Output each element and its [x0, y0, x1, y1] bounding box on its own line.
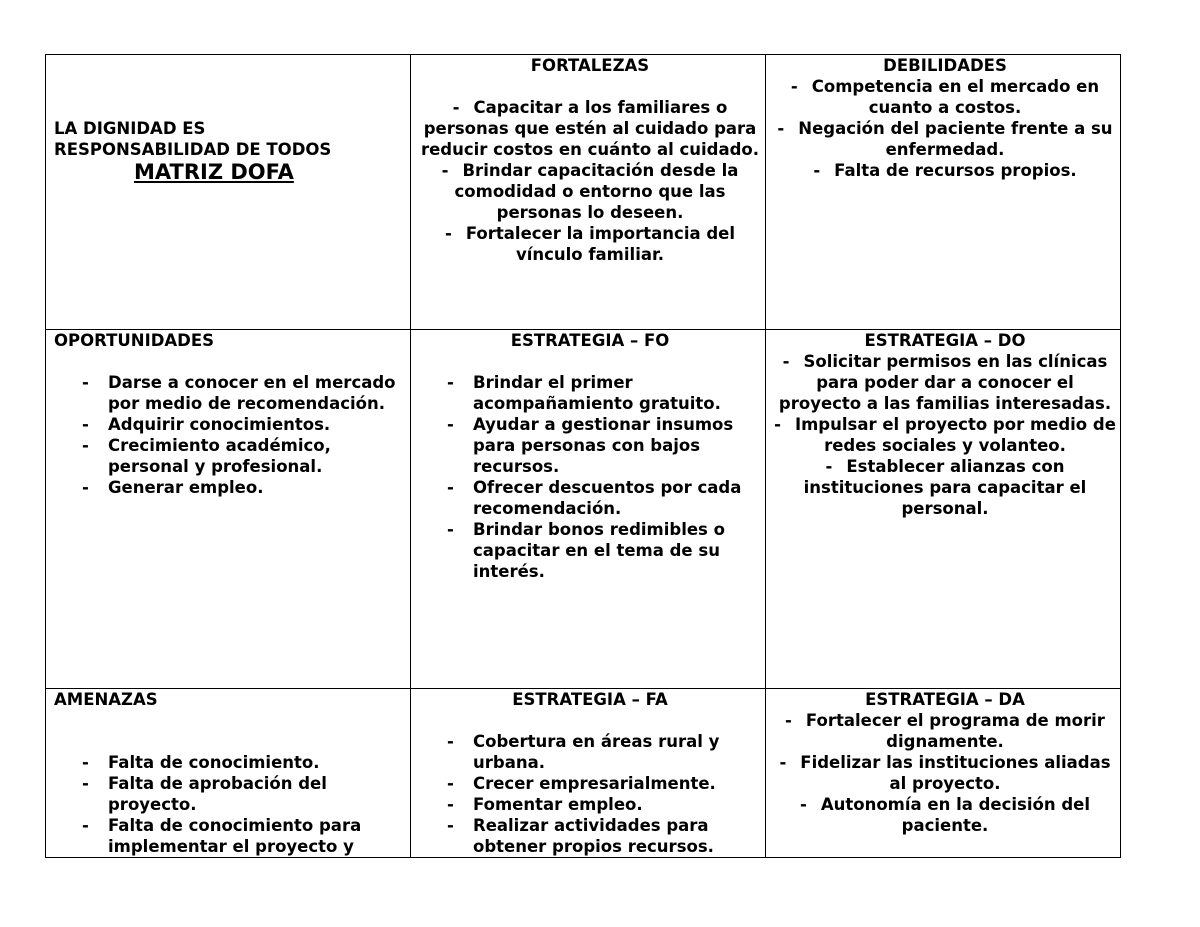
amenazas-list	[54, 752, 406, 857]
corner-line-2: RESPONSABILIDAD DE TODOS	[54, 140, 332, 159]
oportunidades-cell	[46, 330, 411, 689]
list-item-text: Ayudar a gestionar insumos para personas con bajos recursos.	[473, 415, 734, 476]
list-item-text: Brindar el primer acompañamiento gratuito.	[473, 373, 721, 413]
list-item	[447, 815, 761, 857]
list-item-text: Fortalecer la importancia del vínculo familiar.	[465, 224, 736, 264]
debilidades-heading: DEBILIDADES	[883, 56, 1007, 75]
list-item-text: Darse a conocer en el mercado por medio de recomendación.	[108, 373, 396, 413]
list-item-text: Impulsar el proyecto por medio de redes sociales y volanteo.	[794, 415, 1116, 455]
bullet-dash: -	[447, 520, 454, 539]
list-item-text: Establecer alianzas con instituciones para capacitar el personal.	[803, 457, 1087, 518]
estrategia-fo-list	[419, 372, 761, 582]
estrategia-do-heading: ESTRATEGIA – DO	[864, 331, 1026, 350]
list-item-text: Brindar capacitación desde la comodidad o entorno que las personas lo deseen.	[454, 161, 739, 222]
list-item	[774, 118, 1116, 160]
list-item-text: Fortalecer el programa de morir dignamente.	[805, 711, 1105, 751]
estrategia-fo-cell	[411, 330, 766, 689]
bullet-dash: -	[782, 352, 790, 371]
estrategia-fa-cell	[411, 689, 766, 858]
bullet-dash: -	[790, 77, 798, 96]
list-item	[447, 372, 761, 414]
fortalezas-cell	[411, 55, 766, 330]
dofa-matrix-table	[45, 54, 1121, 858]
estrategia-da-list	[774, 710, 1116, 836]
list-item	[82, 477, 406, 498]
bullet-dash: -	[813, 161, 821, 180]
estrategia-do-cell	[766, 330, 1121, 689]
list-item	[447, 773, 761, 794]
list-item-text: Competencia en el mercado en cuanto a costos.	[811, 77, 1100, 117]
list-item	[82, 815, 406, 857]
list-item	[774, 76, 1116, 118]
fortalezas-heading: FORTALEZAS	[530, 56, 650, 75]
bullet-dash: -	[82, 478, 89, 497]
oportunidades-list	[54, 372, 406, 498]
bullet-dash: -	[82, 415, 89, 434]
list-item-text: Autonomía en la decisión del paciente.	[820, 795, 1091, 835]
list-item	[419, 97, 761, 160]
bullet-dash: -	[799, 795, 807, 814]
list-item-text: Adquirir conocimientos.	[108, 415, 331, 434]
list-item-text: Falta de aprobación del proyecto.	[108, 774, 327, 814]
list-item-text: Falta de recursos propios.	[834, 161, 1077, 180]
debilidades-cell	[766, 55, 1121, 330]
list-item-text: Negación del paciente frente a su enfermedad.	[798, 119, 1113, 159]
corner-cell	[46, 55, 411, 330]
bullet-dash: -	[452, 98, 460, 117]
list-item	[419, 223, 761, 265]
estrategia-fa-heading: ESTRATEGIA – FA	[512, 690, 668, 709]
fortalezas-list	[419, 97, 761, 265]
bullet-dash: -	[785, 711, 792, 730]
list-item	[447, 794, 761, 815]
list-item	[774, 456, 1116, 519]
bullet-dash: -	[447, 774, 454, 793]
bullet-dash: -	[774, 415, 781, 434]
list-item-text: Solicitar permisos en las clínicas para poder dar a conocer el proyecto a las familias interesadas.	[778, 352, 1112, 413]
list-item	[447, 414, 761, 477]
bullet-dash: -	[825, 457, 833, 476]
list-item-text: Falta de conocimiento.	[108, 753, 320, 772]
bullet-dash: -	[447, 795, 454, 814]
list-item-text: Ofrecer descuentos por cada recomendación.	[473, 478, 742, 518]
matrix-title: MATRIZ DOFA	[134, 160, 294, 184]
table-row	[46, 55, 1121, 330]
amenazas-cell	[46, 689, 411, 858]
list-item-text: Capacitar a los familiares o personas que estén al cuidado para reducir costos en cuánto al cuidado.	[420, 98, 760, 159]
list-item	[82, 372, 406, 414]
table-row	[46, 689, 1121, 858]
corner-line-1: LA DIGNIDAD ES	[54, 119, 206, 138]
list-item-text: Fomentar empleo.	[473, 795, 643, 814]
list-item-text: Realizar actividades para obtener propios recursos.	[473, 816, 714, 856]
list-item-text: Generar empleo.	[108, 478, 264, 497]
bullet-dash: -	[441, 161, 449, 180]
estrategia-da-heading: ESTRATEGIA – DA	[865, 690, 1025, 709]
debilidades-list	[774, 76, 1116, 181]
list-item	[82, 752, 406, 773]
bullet-dash: -	[447, 478, 454, 497]
list-item	[447, 731, 761, 773]
bullet-dash: -	[82, 753, 89, 772]
bullet-dash: -	[82, 436, 89, 455]
bullet-dash: -	[777, 119, 785, 138]
list-item	[419, 160, 761, 223]
list-item-text: Falta de conocimiento para implementar el proyecto y	[108, 816, 362, 856]
bullet-dash: -	[444, 224, 452, 243]
bullet-dash: -	[447, 373, 454, 392]
list-item-text: Crecer empresarialmente.	[473, 774, 716, 793]
table-row	[46, 330, 1121, 689]
estrategia-fa-list	[419, 731, 761, 857]
list-item	[774, 710, 1116, 752]
list-item	[82, 414, 406, 435]
list-item-text: Fidelizar las instituciones aliadas al proyecto.	[800, 753, 1111, 793]
list-item-text: Crecimiento académico, personal y profesional.	[108, 436, 331, 476]
list-item-text: Brindar bonos redimibles o capacitar en el tema de su interés.	[473, 520, 725, 581]
list-item	[447, 477, 761, 519]
estrategia-da-cell	[766, 689, 1121, 858]
oportunidades-heading: OPORTUNIDADES	[54, 331, 215, 350]
amenazas-heading: AMENAZAS	[54, 690, 158, 709]
list-item-text: Cobertura en áreas rural y urbana.	[473, 732, 720, 772]
estrategia-do-list	[774, 351, 1116, 519]
list-item	[774, 414, 1116, 456]
list-item	[774, 752, 1116, 794]
bullet-dash: -	[779, 753, 787, 772]
estrategia-fo-heading: ESTRATEGIA – FO	[510, 331, 670, 350]
bullet-dash: -	[447, 415, 454, 434]
list-item	[774, 351, 1116, 414]
list-item	[774, 794, 1116, 836]
list-item	[447, 519, 761, 582]
bullet-dash: -	[447, 732, 454, 751]
list-item	[774, 160, 1116, 181]
list-item	[82, 773, 406, 815]
bullet-dash: -	[82, 816, 89, 835]
list-item	[82, 435, 406, 477]
bullet-dash: -	[82, 373, 89, 392]
bullet-dash: -	[447, 816, 454, 835]
bullet-dash: -	[82, 774, 89, 793]
